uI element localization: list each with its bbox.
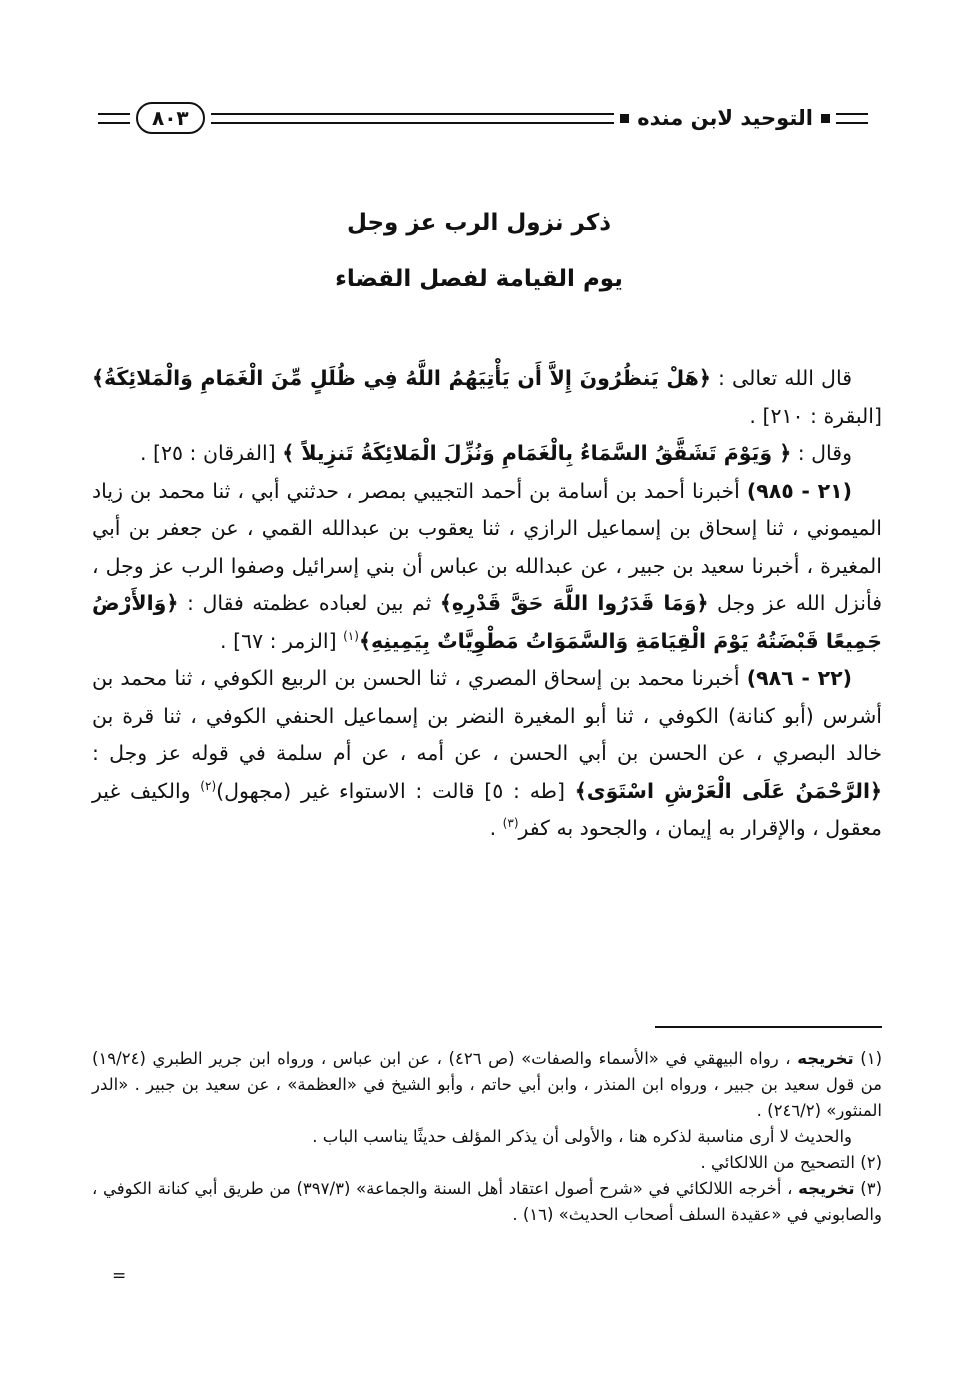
footnote-2: (٢) التصحيح من اللالكائي . (700, 1153, 882, 1172)
footnote-text: ، أخرجه اللالكائي في «شرح أصول اعتقاد أهل السنة والجماعة» (٣٩٧/٣) من طريق أبي كنانة الكوفي ، والصابوني في «عقيدة السلف أصحاب الحديث» (١٦) . (92, 1179, 882, 1224)
continuation-mark: = (112, 1266, 127, 1286)
header-rule-left (98, 113, 130, 124)
quran-verse: ﴿وَالأَرْضُ جَمِيعًا قَبْضَتُهُ يَوْمَ الْقِيَامَةِ وَالسَّمَوَاتُ مَطْوِيَّاتٌ بِيَمِينِهِ﴾ (92, 591, 882, 653)
footnote-ref: (٢) (200, 778, 217, 793)
chapter-heading (0, 208, 958, 320)
paragraph-verse-2 (92, 435, 882, 473)
hadith-text: أخبرنا محمد بن إسحاق المصري ، ثنا الحسن بن الربيع الكوفي ، ثنا محمد بن أشرس (أبو كنانة) الكوفي ، ثنا أبو المغيرة النضر بن إسماعيل الحنفي الكوفي ، ثنا قرة بن خالد البصري ، عن الحسن بن أبي الحسن ، عن أمه ، عن أم سلمة في قوله عز وجل : (92, 666, 882, 765)
running-header (98, 98, 868, 138)
hadith-text: ثم بين لعباده عظمته فقال : (178, 591, 440, 615)
quran-verse: ﴿ وَيَوْمَ تَشَقَّقُ السَّمَاءُ بِالْغَمَامِ وَنُزِّلَ الْمَلائِكَةُ تَنزِيلاً ﴾ (282, 441, 792, 465)
text: . (489, 816, 503, 840)
chapter-title-line-2: يوم القيامة لفصل القضاء (335, 266, 623, 292)
footnote-label: تخريجه (797, 1049, 854, 1068)
paragraph-verse-1 (92, 360, 882, 435)
footnote-number: (٣) (854, 1179, 882, 1198)
footnote-text: ، رواه البيهقي في «الأسماء والصفات» (ص ٤٢٦) ، عن ابن عباس ، ورواه ابن جرير الطبري (١٩/٢٤) من قول سعيد بن جبير ، ورواه ابن المنذر ، وابن أبي حاتم ، وأبو الشيخ في «العظمة» ، عن سعيد بن جبير . «الدر المنثور» (٢٤٦/٢) . (92, 1049, 882, 1120)
footnote-label: تخريجه (798, 1179, 855, 1198)
footnote-ref: (٣) (502, 816, 519, 831)
hadith-number: (٢٢ - ٩٨٦) (746, 666, 852, 690)
square-ornament-icon (821, 114, 830, 123)
square-ornament-icon (620, 114, 629, 123)
hadith-number: (٢١ - ٩٨٥) (746, 478, 852, 503)
page-number: ٨٠٣ (136, 102, 205, 134)
footnote-1 (92, 1046, 882, 1124)
footnote-number: (١) (853, 1049, 883, 1068)
hadith-985 (92, 473, 882, 661)
chapter-title-line-1: ذكر نزول الرب عز وجل (346, 210, 612, 236)
quran-verse: ﴿الرَّحْمَنُ عَلَى الْعَرْشِ اسْتَوَى﴾ (574, 778, 882, 803)
hadith-text: أخبرنا أحمد بن أسامة بن أحمد التجيبي بمصر ، حدثني أبي ، ثنا محمد بن زياد الميموني ، ثنا إسحاق بن إسماعيل الرازي ، ثنا يعقوب بن عبدالله القمي ، عن جعفر بن أبي المغيرة ، أخبرنا سعيد بن جبير ، عن عبدالله بن عباس أن بني إسرائيل وصفوا الرب عز وجل ، فأنزل الله عز وجل (92, 478, 882, 615)
footnote-1-note: والحديث لا أرى مناسبة لذكره هنا ، والأولى أن يذكر المؤلف حديثًا يناسب الباب . (312, 1127, 852, 1146)
verse-reference: [الزمر : ٦٧] . (220, 628, 344, 653)
hadith-text: [طه : ٥] قالت : الاستواء غير (مجهول) (216, 778, 575, 803)
running-title: التوحيد لابن منده (637, 106, 813, 130)
text: قال الله تعالى : (710, 366, 852, 390)
main-text (92, 360, 882, 848)
footnote-ref: (١) (343, 628, 359, 643)
verse-reference: [البقرة : ٢١٠] . (749, 403, 882, 428)
verse-reference: [الفرقان : ٢٥] . (139, 441, 283, 465)
hadith-986 (92, 660, 882, 848)
text: وقال : (791, 441, 852, 465)
footnote-separator (655, 1026, 882, 1028)
quran-verse: ﴿هَلْ يَنظُرُونَ إِلاَّ أَن يَأْتِيَهُمُ اللَّهُ فِي ظُلَلٍ مِّنَ الْغَمَامِ وَالْمَلائِكَةُ﴾ (92, 366, 711, 390)
footnotes (92, 1046, 882, 1228)
header-rule-middle (211, 113, 615, 124)
quran-verse: ﴿وَمَا قَدَرُوا اللَّهَ حَقَّ قَدْرِهِ﴾ (439, 591, 709, 615)
hadith-text: والكيف غير معقول ، والإقرار به إيمان ، والجحود به كفر (92, 778, 882, 840)
footnote-3 (92, 1176, 882, 1228)
header-rule-right (836, 113, 868, 124)
